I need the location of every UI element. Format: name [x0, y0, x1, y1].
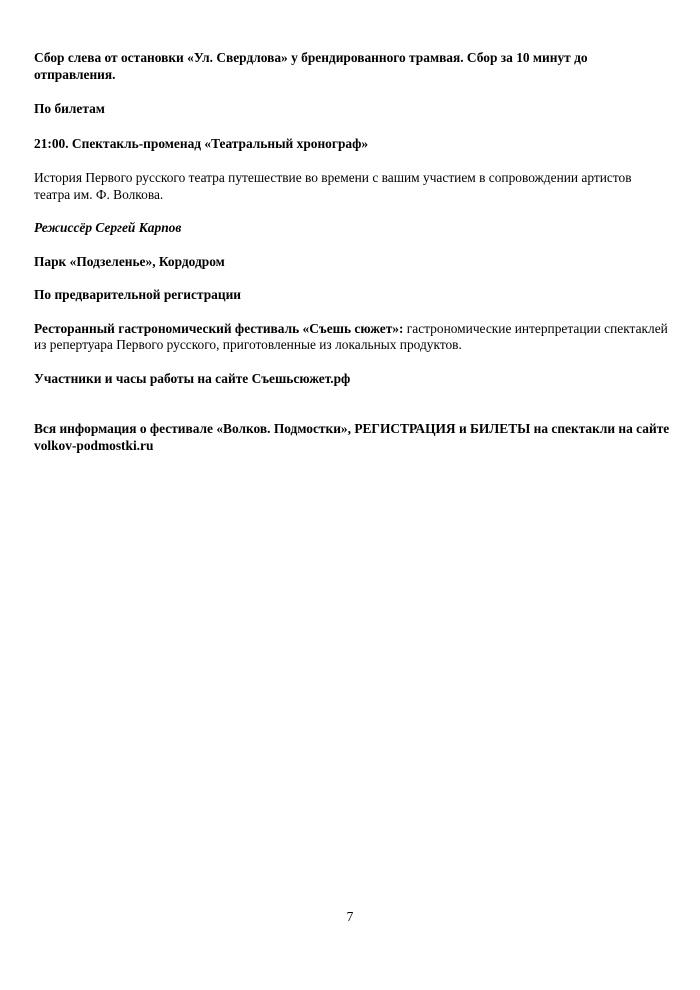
page-number: 7: [346, 909, 354, 924]
restaurant-festival-paragraph: [34, 321, 670, 354]
registration-paragraph: По предварительной регистрации: [34, 287, 241, 302]
document-page: [34, 50, 670, 454]
info-paragraph: Вся информация о фестивале «Волков. Подмостки», РЕГИСТРАЦИЯ и БИЛЕТЫ на спектакли на сайте volkov-podmostki.ru: [34, 421, 670, 453]
performance-title: 21:00. Спектакль-променад «Театральный хронограф»: [34, 135, 369, 151]
restaurant-festival-title: Ресторанный гастрономический фестиваль «Съешь сюжет»:: [34, 320, 404, 336]
gathering-paragraph: Сбор слева от остановки «Ул. Свердлова» у брендированного трамвая. Сбор за 10 минут до отправления.: [34, 50, 588, 82]
director-paragraph: Режиссёр Сергей Карпов: [34, 220, 182, 235]
venue-paragraph: Парк «Подзеленье», Кордодром: [34, 253, 225, 269]
participants-paragraph: Участники и часы работы на сайте Съешьсюжет.рф: [34, 370, 351, 386]
performance-description: История Первого русского театра путешествие во времени с вашим участием в сопровождении артистов театра им. Ф. Волкова.: [34, 170, 632, 202]
tickets-paragraph: По билетам: [34, 101, 105, 116]
restaurant-festival-text: гастрономические интерпретации спектаклей из репертуара Первого русского, приготовленные из локальных продуктов.: [34, 320, 668, 352]
